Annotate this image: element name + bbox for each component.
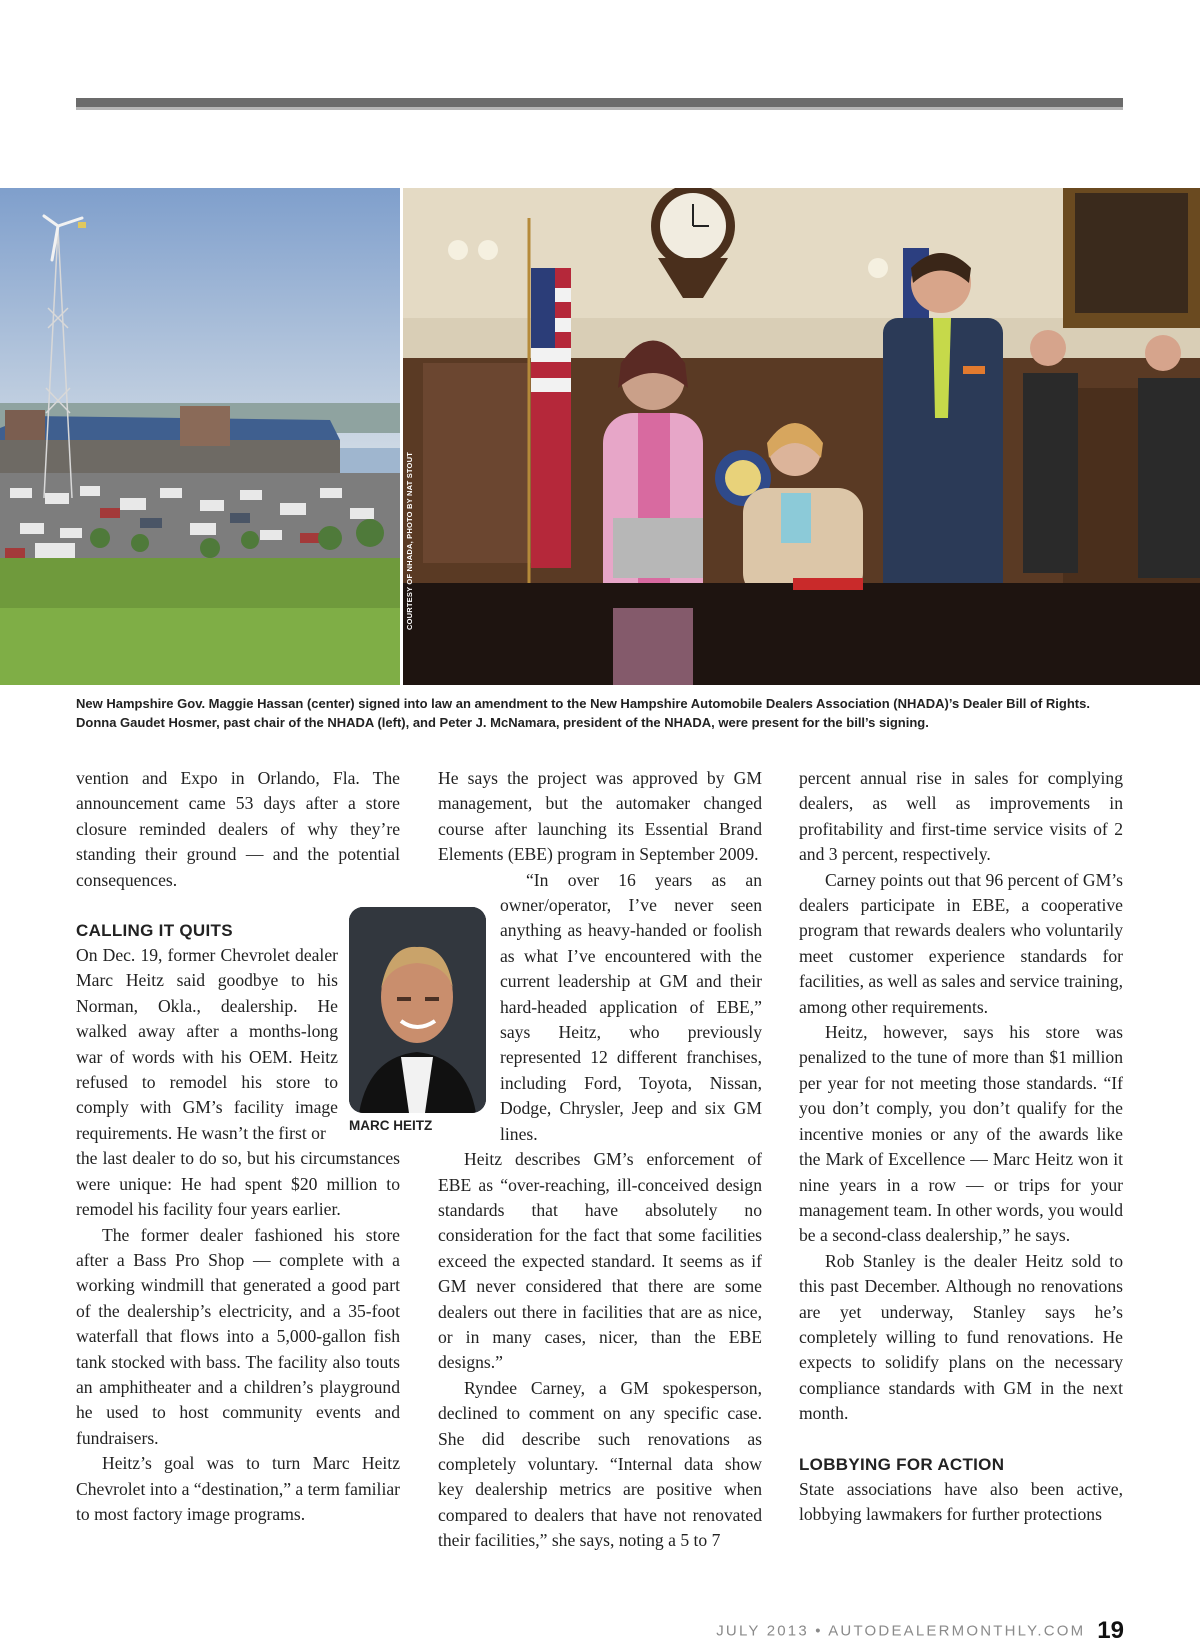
photo-caption: New Hampshire Gov. Maggie Hassan (center) signed into law an amendment to the New Hampshire Automobile Dealers Association (NHADA)’s Dealer Bill of Rights. Donna Gaudet Hosmer, past chair of the NHADA (left), and Peter J. McNamara, president of the NHADA, were present for the bill’s signing. (76, 696, 1090, 730)
paragraph: Rob Stanley is the dealer Heitz sold to this past December. Although no renovations are yet underway, Stanley says he’s completely willing to fund renovations. He expects to solidify plans on the necessary compliance standards with GM in the next month. (799, 1250, 1123, 1424)
column-3 (799, 766, 1123, 1527)
paragraph: Ryndee Carney, a GM spokesperson, declined to comment on any specific case. She did describe such renovations as completely voluntary. “Internal data show key dealership metrics are positive when compared to dealers that have not renovated their facilities,” she says, noting a 5 to 7 (438, 1377, 762, 1551)
bill-signing-illustration (403, 188, 1200, 685)
column-1 (76, 766, 400, 1527)
portrait-label: MARC HEITZ (349, 1118, 433, 1133)
dealership-illustration (0, 188, 400, 685)
paragraph: He says the project was approved by GM management, but the automaker changed course after launching its Essential Brand Elements (EBE) program in September 2009. (438, 768, 762, 865)
paragraph: State associations have also been active, lobbying lawmakers for further protections (799, 1478, 1123, 1524)
column-2 (438, 766, 762, 1554)
paragraph: “In over 16 years as an owner/operator, I’ve never seen anything as heavy-handed or foolish as what I’ve encountered with the current leadership at GM and their hard-headed application of EBE,” says Heitz, who previously represented 12 different franchises, including Ford, Toyota, Nissan, Dodge, Chrysler, Jeep and six GM lines. (500, 869, 762, 1144)
dealership-photo (0, 188, 400, 685)
paragraph: Heitz, however, says his store was penalized to the tune of more than $1 million per year for not meeting those standards. “If you don’t comply, you don’t qualify for the incentive monies or any of the awards like the Mark of Excellence — Marc Heitz won it nine years in a row — or trips for your management team. In other words, you would be a second-class dealership,” he says. (799, 1022, 1123, 1246)
top-rule (76, 98, 1123, 107)
magazine-issue: JULY 2013 • AUTODEALERMONTHLY.COM (716, 1622, 1086, 1640)
paragraph: On Dec. 19, former Chevrolet dealer Marc Heitz said goodbye to his Norman, Okla., dealership. He walked away after a months-long war of words with his OEM. Heitz refused to remodel his store to comply with GM’s facility image requirements. He wasn’t the first or (76, 945, 338, 1143)
paragraph: percent annual rise in sales for complying dealers, as well as improvements in profitability and first-time service visits of 2 and 3 percent, respectively. (799, 768, 1123, 865)
bill-signing-photo (403, 188, 1200, 685)
page-footer (716, 1617, 1124, 1645)
paragraph: Heitz describes GM’s enforcement of EBE as “over-reaching, ill-conceived design standards that have absolutely no consideration for the fact that some facilities exceed the expected standard. It seems as if GM never considered that there are some dealers out there in facilities that are as nice, or in many cases, nicer, than the EBE designs.” (438, 1149, 762, 1373)
section-heading: LOBBYING FOR ACTION (799, 1454, 1005, 1474)
paragraph: Carney points out that 96 percent of GM’s dealers participate in EBE, a cooperative program that rewards dealers who voluntarily meet customer experience standards for facilities, as well as sales and service training, among other requirements. (799, 869, 1123, 1017)
paragraph: Heitz’s goal was to turn Marc Heitz Chevrolet into a “destination,” a term familiar to most factory image programs. (76, 1453, 400, 1524)
page-number: 19 (1097, 1617, 1124, 1644)
paragraph: The former dealer fashioned his store after a Bass Pro Shop — complete with a working windmill that generated a good part of the dealership’s electricity, and a 35-foot waterfall that flows into a 5,000-gallon fish tank stocked with bass. The facility also touts an amphitheater and a children’s playground he used to host community events and fundraisers. (76, 1224, 400, 1448)
photo-credit: COURTESY OF NHADA, PHOTO BY NAT STOUT (405, 452, 414, 630)
paragraph: the last dealer to do so, but his circumstances were unique: He had spent $20 million to remodel his facility four years earlier. (76, 1148, 400, 1220)
paragraph: vention and Expo in Orlando, Fla. The announcement came 53 days after a store closure reminded dealers of why they’re standing their ground — and the potential consequences. (76, 768, 400, 890)
section-heading: CALLING IT QUITS (76, 921, 233, 941)
